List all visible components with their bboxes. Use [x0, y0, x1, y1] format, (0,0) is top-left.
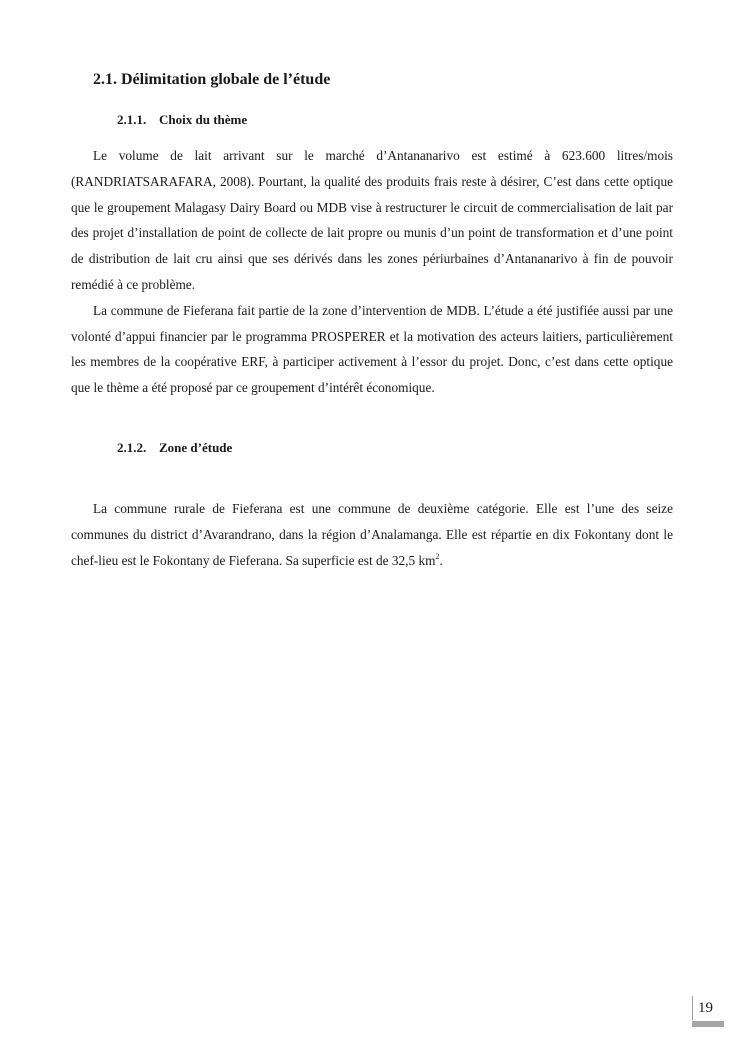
paragraph-volume-lait: Le volume de lait arrivant sur le marché d’Antananarivo est estimé à 623.600 litres/mois (RANDRIATSARAFARA, 2008). Pourtant, la qualité des produits frais reste à désirer, C’est dans cette optique que le groupement Malagasy Dairy Board ou MDB vise à restructurer le circuit de commercialisation de lait par des projet d’installation de point de collecte de lait propre ou munis d’un point de transformation et d’une point de distribution de lait cru ainsi que ses dérivés dans les zones périurbaines d’Antananarivo à fin de pouvoir remédié à ce problème.: [71, 148, 673, 292]
subsection-title: Choix du thème: [159, 112, 248, 127]
page-number-divider: [692, 996, 693, 1020]
superscript-exponent: 2: [435, 551, 440, 561]
paragraph-text: La commune rurale de Fieferana est une commune de deuxième catégorie. Elle est l’une des seize communes du district d’Avarandrano, dans la région d’Analamanga. Elle est répartie en dix Fokontany dont le chef-lieu est le Fokontany de Fieferana. Sa superficie est de 32,5 km: [71, 501, 673, 568]
page-number-box: [692, 996, 724, 1028]
subsection-number: 2.1.1.: [117, 112, 147, 127]
subsection-number: 2.1.2.: [117, 440, 147, 455]
paragraph-end: .: [439, 552, 443, 568]
subsection-heading-zone-etude: [117, 440, 232, 456]
choix-du-theme-body: [71, 143, 673, 401]
page-number-bar: [692, 1021, 724, 1027]
subsection-heading-choix-du-theme: [117, 112, 247, 128]
subsection-title: Zone d’étude: [159, 440, 233, 455]
paragraph-commune-rurale: [71, 496, 673, 573]
zone-etude-body: [71, 496, 673, 573]
section-heading: 2.1. Délimitation globale de l’étude: [93, 71, 331, 88]
page-number: 19: [698, 1000, 713, 1016]
paragraph-commune-fieferana: La commune de Fieferana fait partie de la zone d’intervention de MDB. L’étude a été justifiée aussi par une volonté d’appui financier par le programma PROSPERER et la motivation des acteurs laitiers, particulièrement les membres de la coopérative ERF, à participer activement à l’essor du projet. Donc, c’est dans cette optique que le thème a été proposé par ce groupement d’intérêt économique.: [71, 302, 673, 396]
